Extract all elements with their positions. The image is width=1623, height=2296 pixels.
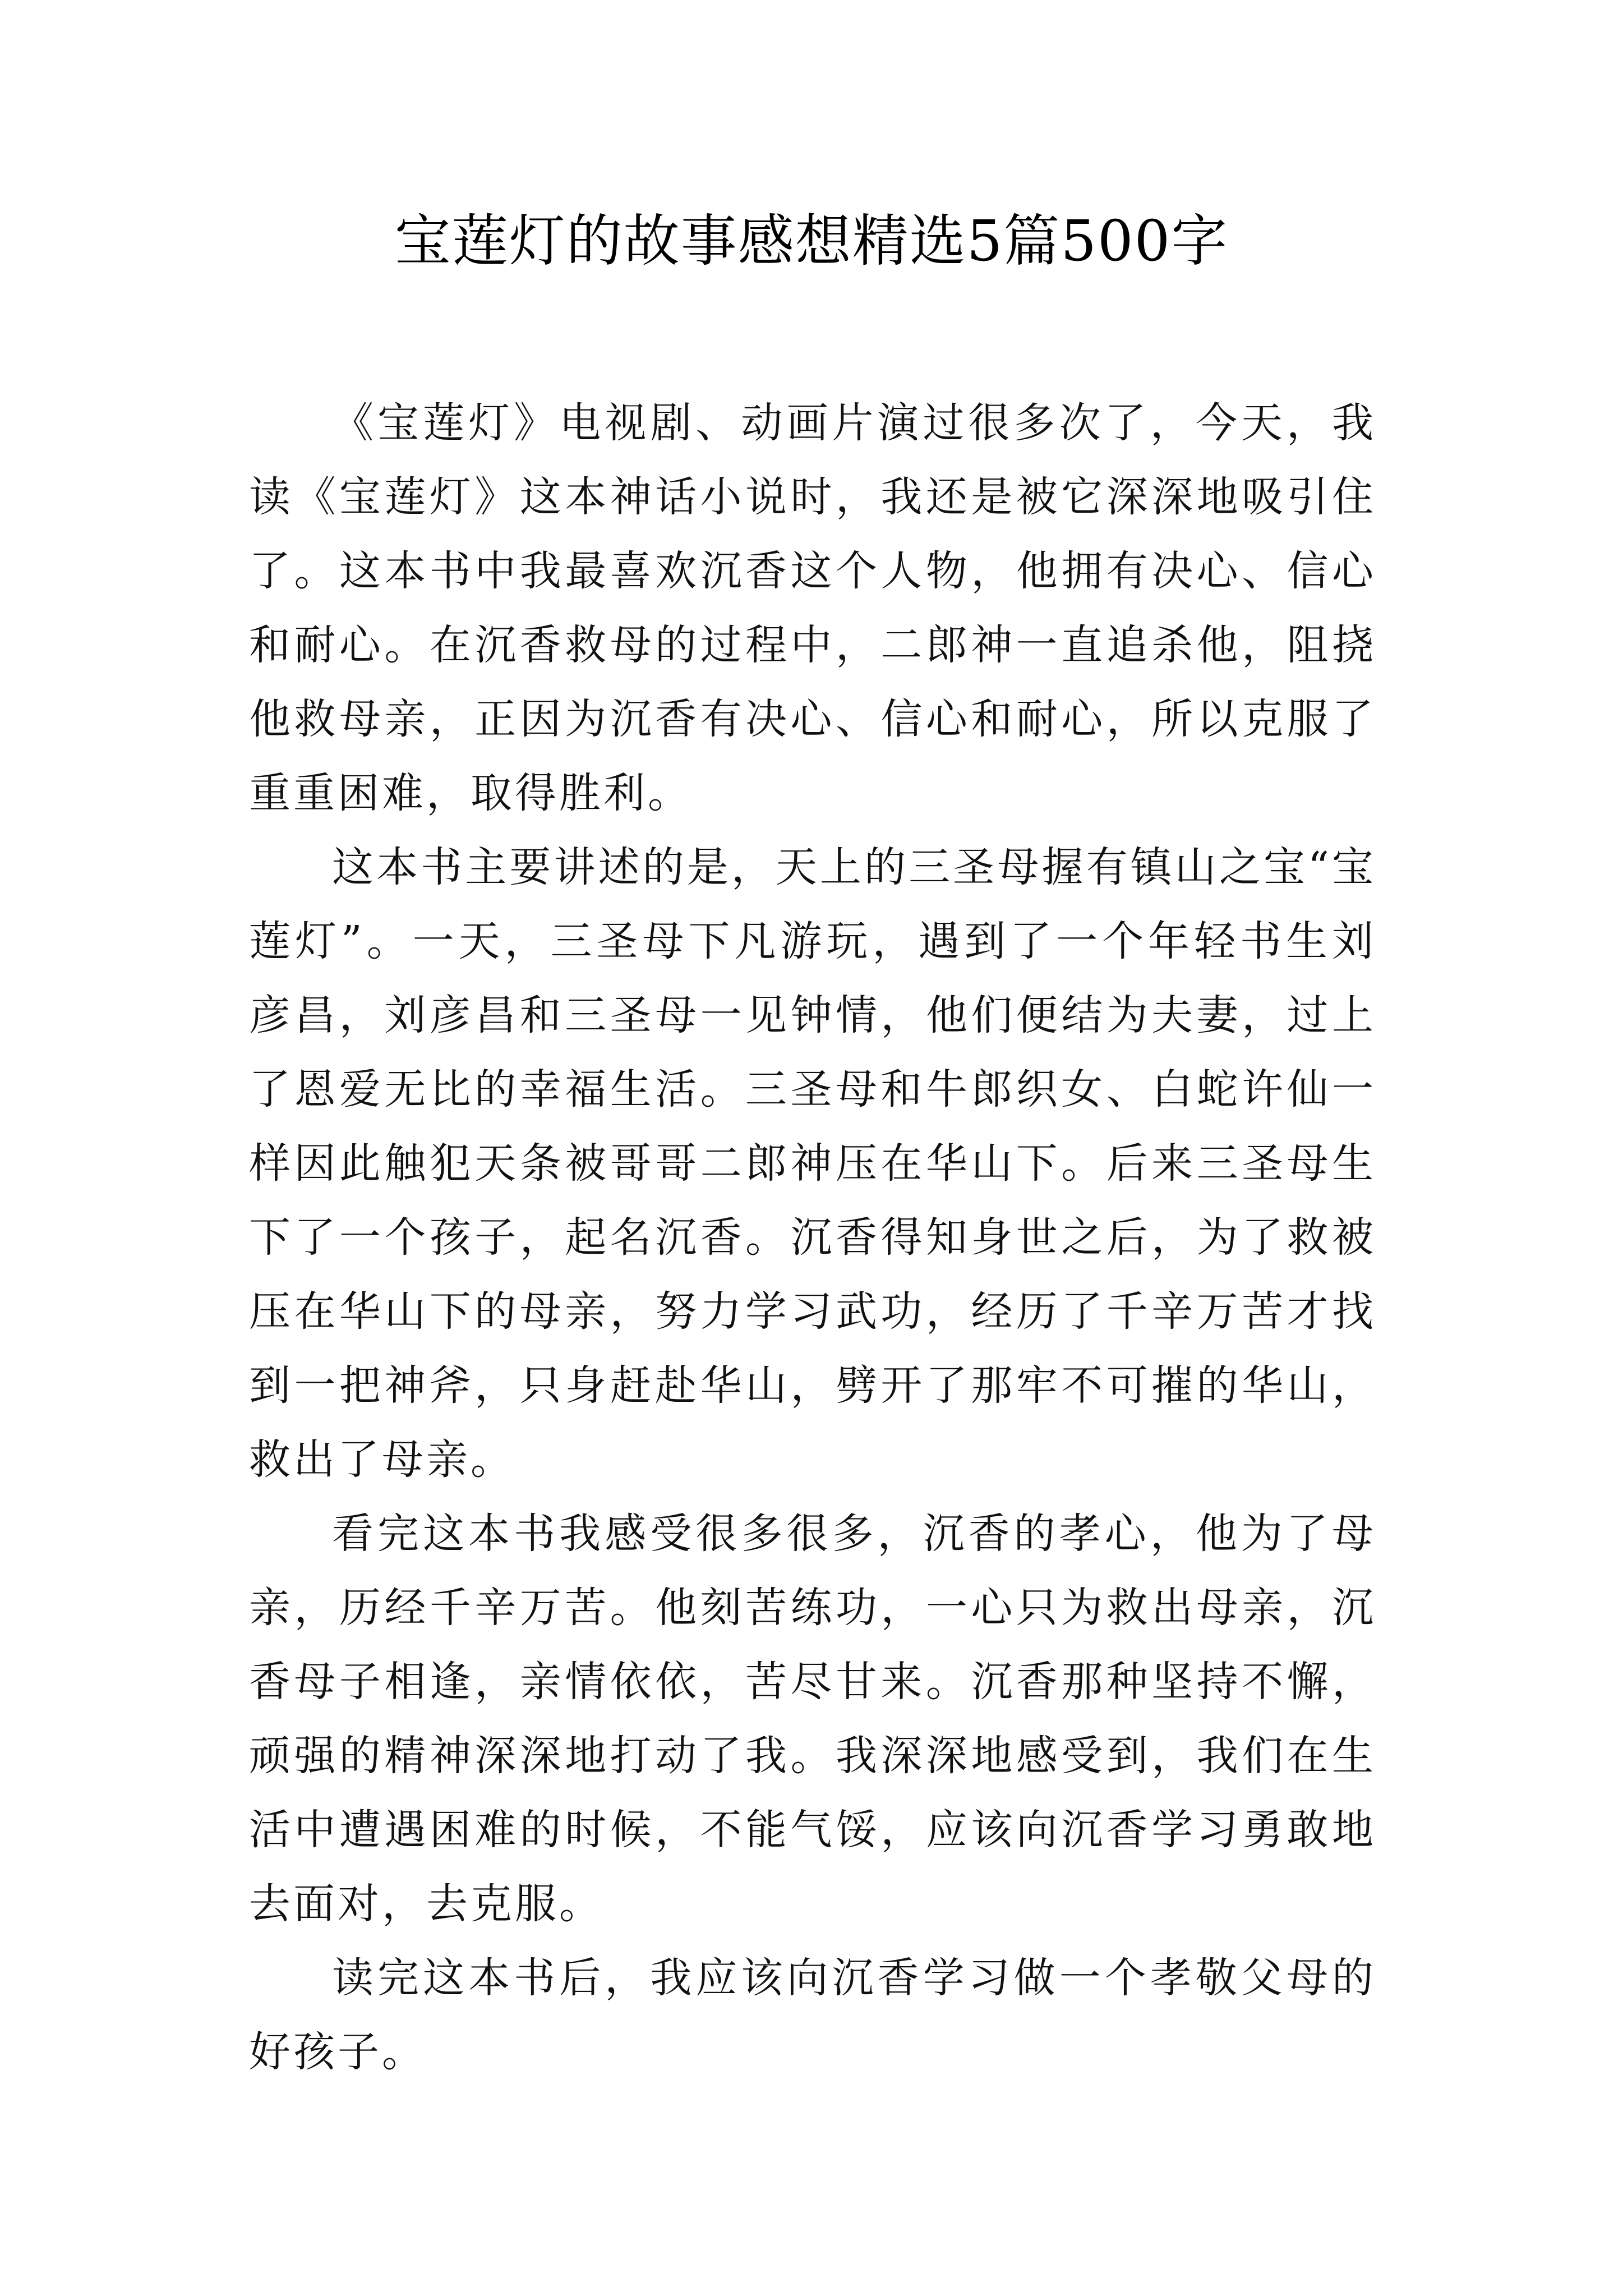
paragraph: 《宝莲灯》电视剧、动画片演过很多次了，今天，我读《宝莲灯》这本神话小说时，我还是被它深深地吸引住了。这本书中我最喜欢沉香这个人物，他拥有决心、信心和耐心。在沉香救母的过程中，二郎神一直追杀他，阻挠他救母亲，正因为沉香有决心、信心和耐心，所以克服了重重困难，取得胜利。 [249, 399, 1376, 817]
document-title: 宝莲灯的故事感想精选5篇500字 [394, 208, 1229, 274]
paragraph: 读完这本书后，我应该向沉香学习做一个孝敬父母的好孩子。 [249, 1954, 1376, 2076]
paragraph: 看完这本书我感受很多很多，沉香的孝心，他为了母亲，历经千辛万苦。他刻苦练功，一心只为救出母亲，沉香母子相逢，亲情依依，苦尽甘来。沉香那种坚持不懈，顽强的精神深深地打动了我。我深深地感受到，我们在生活中遭遇困难的时候，不能气馁，应该向沉香学习勇敢地去面对，去克服。 [249, 1510, 1376, 1928]
paragraph: 这本书主要讲述的是，天上的三圣母握有镇山之宝“宝莲灯”。一天，三圣母下凡游玩，遇到了一个年轻书生刘彦昌，刘彦昌和三圣母一见钟情，他们便结为夫妻，过上了恩爱无比的幸福生活。三圣母和牛郎织女、白蛇许仙一样因此触犯天条被哥哥二郎神压在华山下。后来三圣母生下了一个孩子，起名沉香。沉香得知身世之后，为了救被压在华山下的母亲，努力学习武功，经历了千辛万苦才找到一把神斧，只身赶赴华山，劈开了那牢不可摧的华山，救出了母亲。 [249, 843, 1376, 1484]
document-body [249, 386, 1376, 2089]
